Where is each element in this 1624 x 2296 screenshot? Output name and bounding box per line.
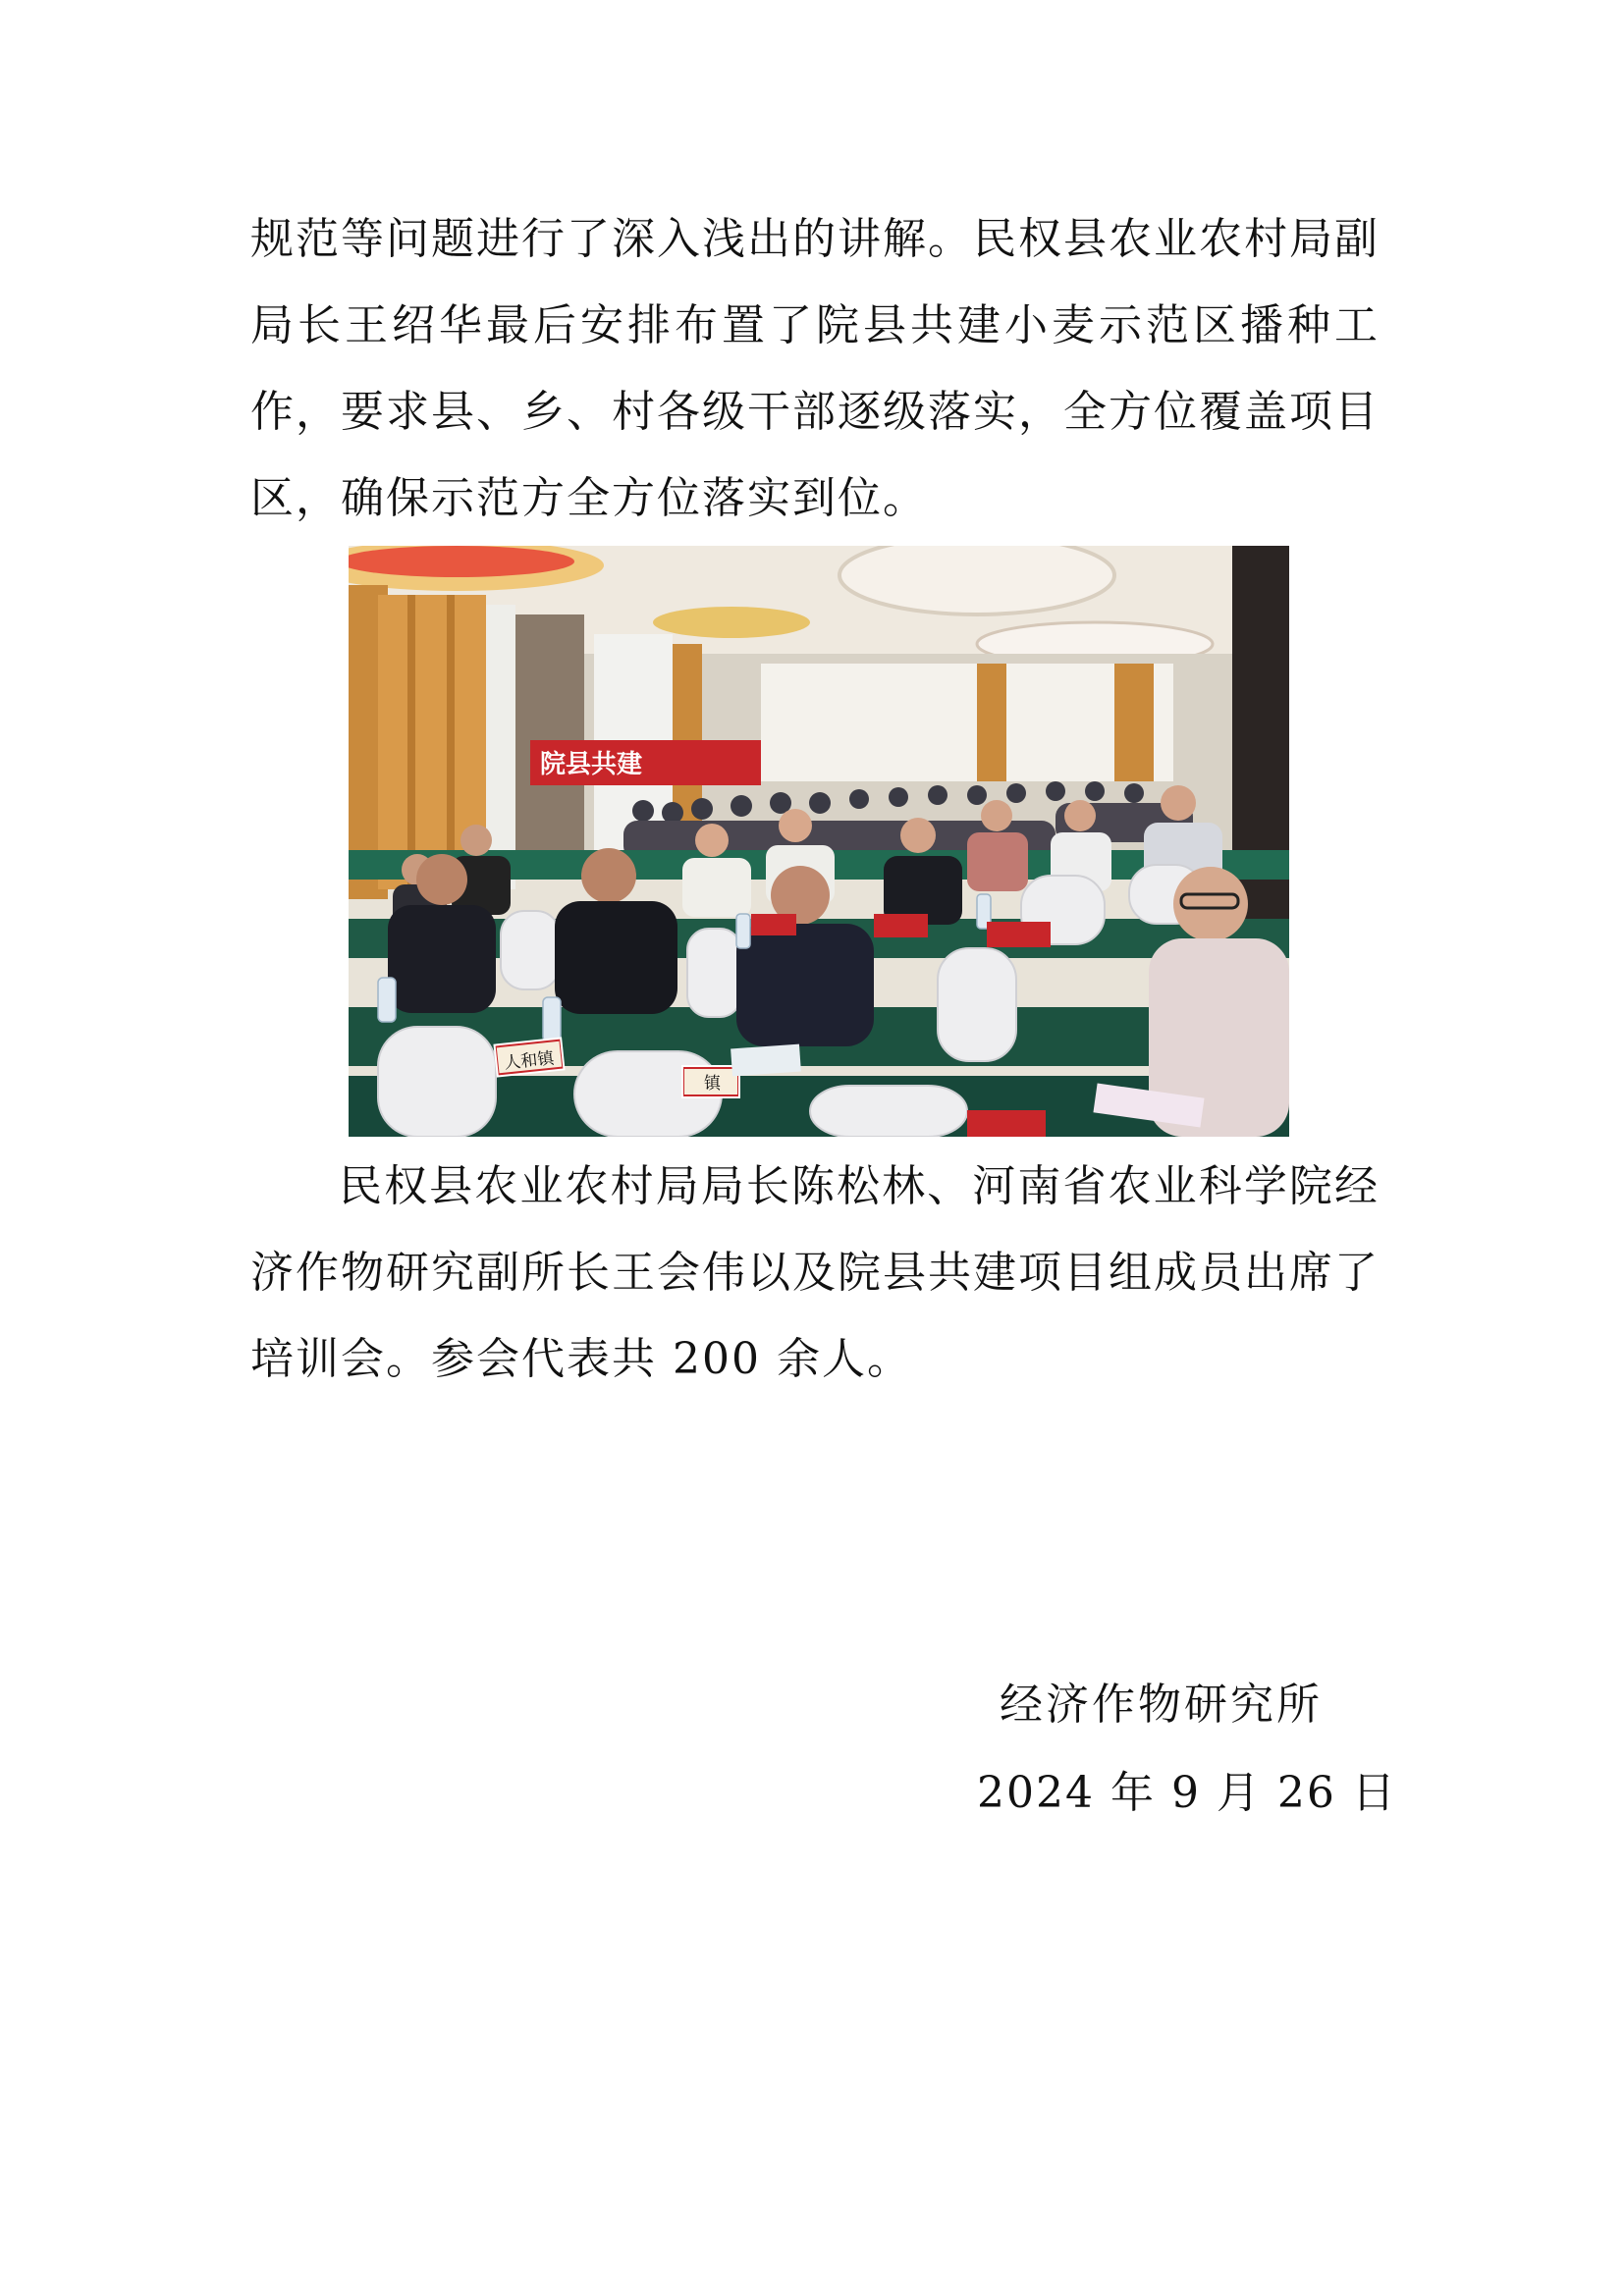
body-paragraph-2: 民权县农业农村局局长陈松林、河南省农业科学院经济作物研究副所长王会伟以及院县共建项目组成员出席了培训会。参会代表共 200 余人。 <box>250 1161 1380 1384</box>
meeting-photo <box>349 546 1289 1137</box>
nameplate-text: 镇 <box>704 1074 721 1094</box>
signature-organization: 经济作物研究所 <box>1000 1680 1323 1730</box>
nameplate-text: 人和镇 <box>503 1048 556 1074</box>
body-paragraph-1: 规范等问题进行了深入浅出的讲解。民权县农业农村局副局长王绍华最后安排布置了院县共建小麦示范区播种工作，要求县、乡、村各级干部逐级落实，全方位覆盖项目区，确保示范方全方位落实到位。 <box>250 214 1380 523</box>
signature-date: 2024 年 9 月 26 日 <box>977 1768 1397 1818</box>
banner-text: 院县共建 <box>540 750 643 779</box>
